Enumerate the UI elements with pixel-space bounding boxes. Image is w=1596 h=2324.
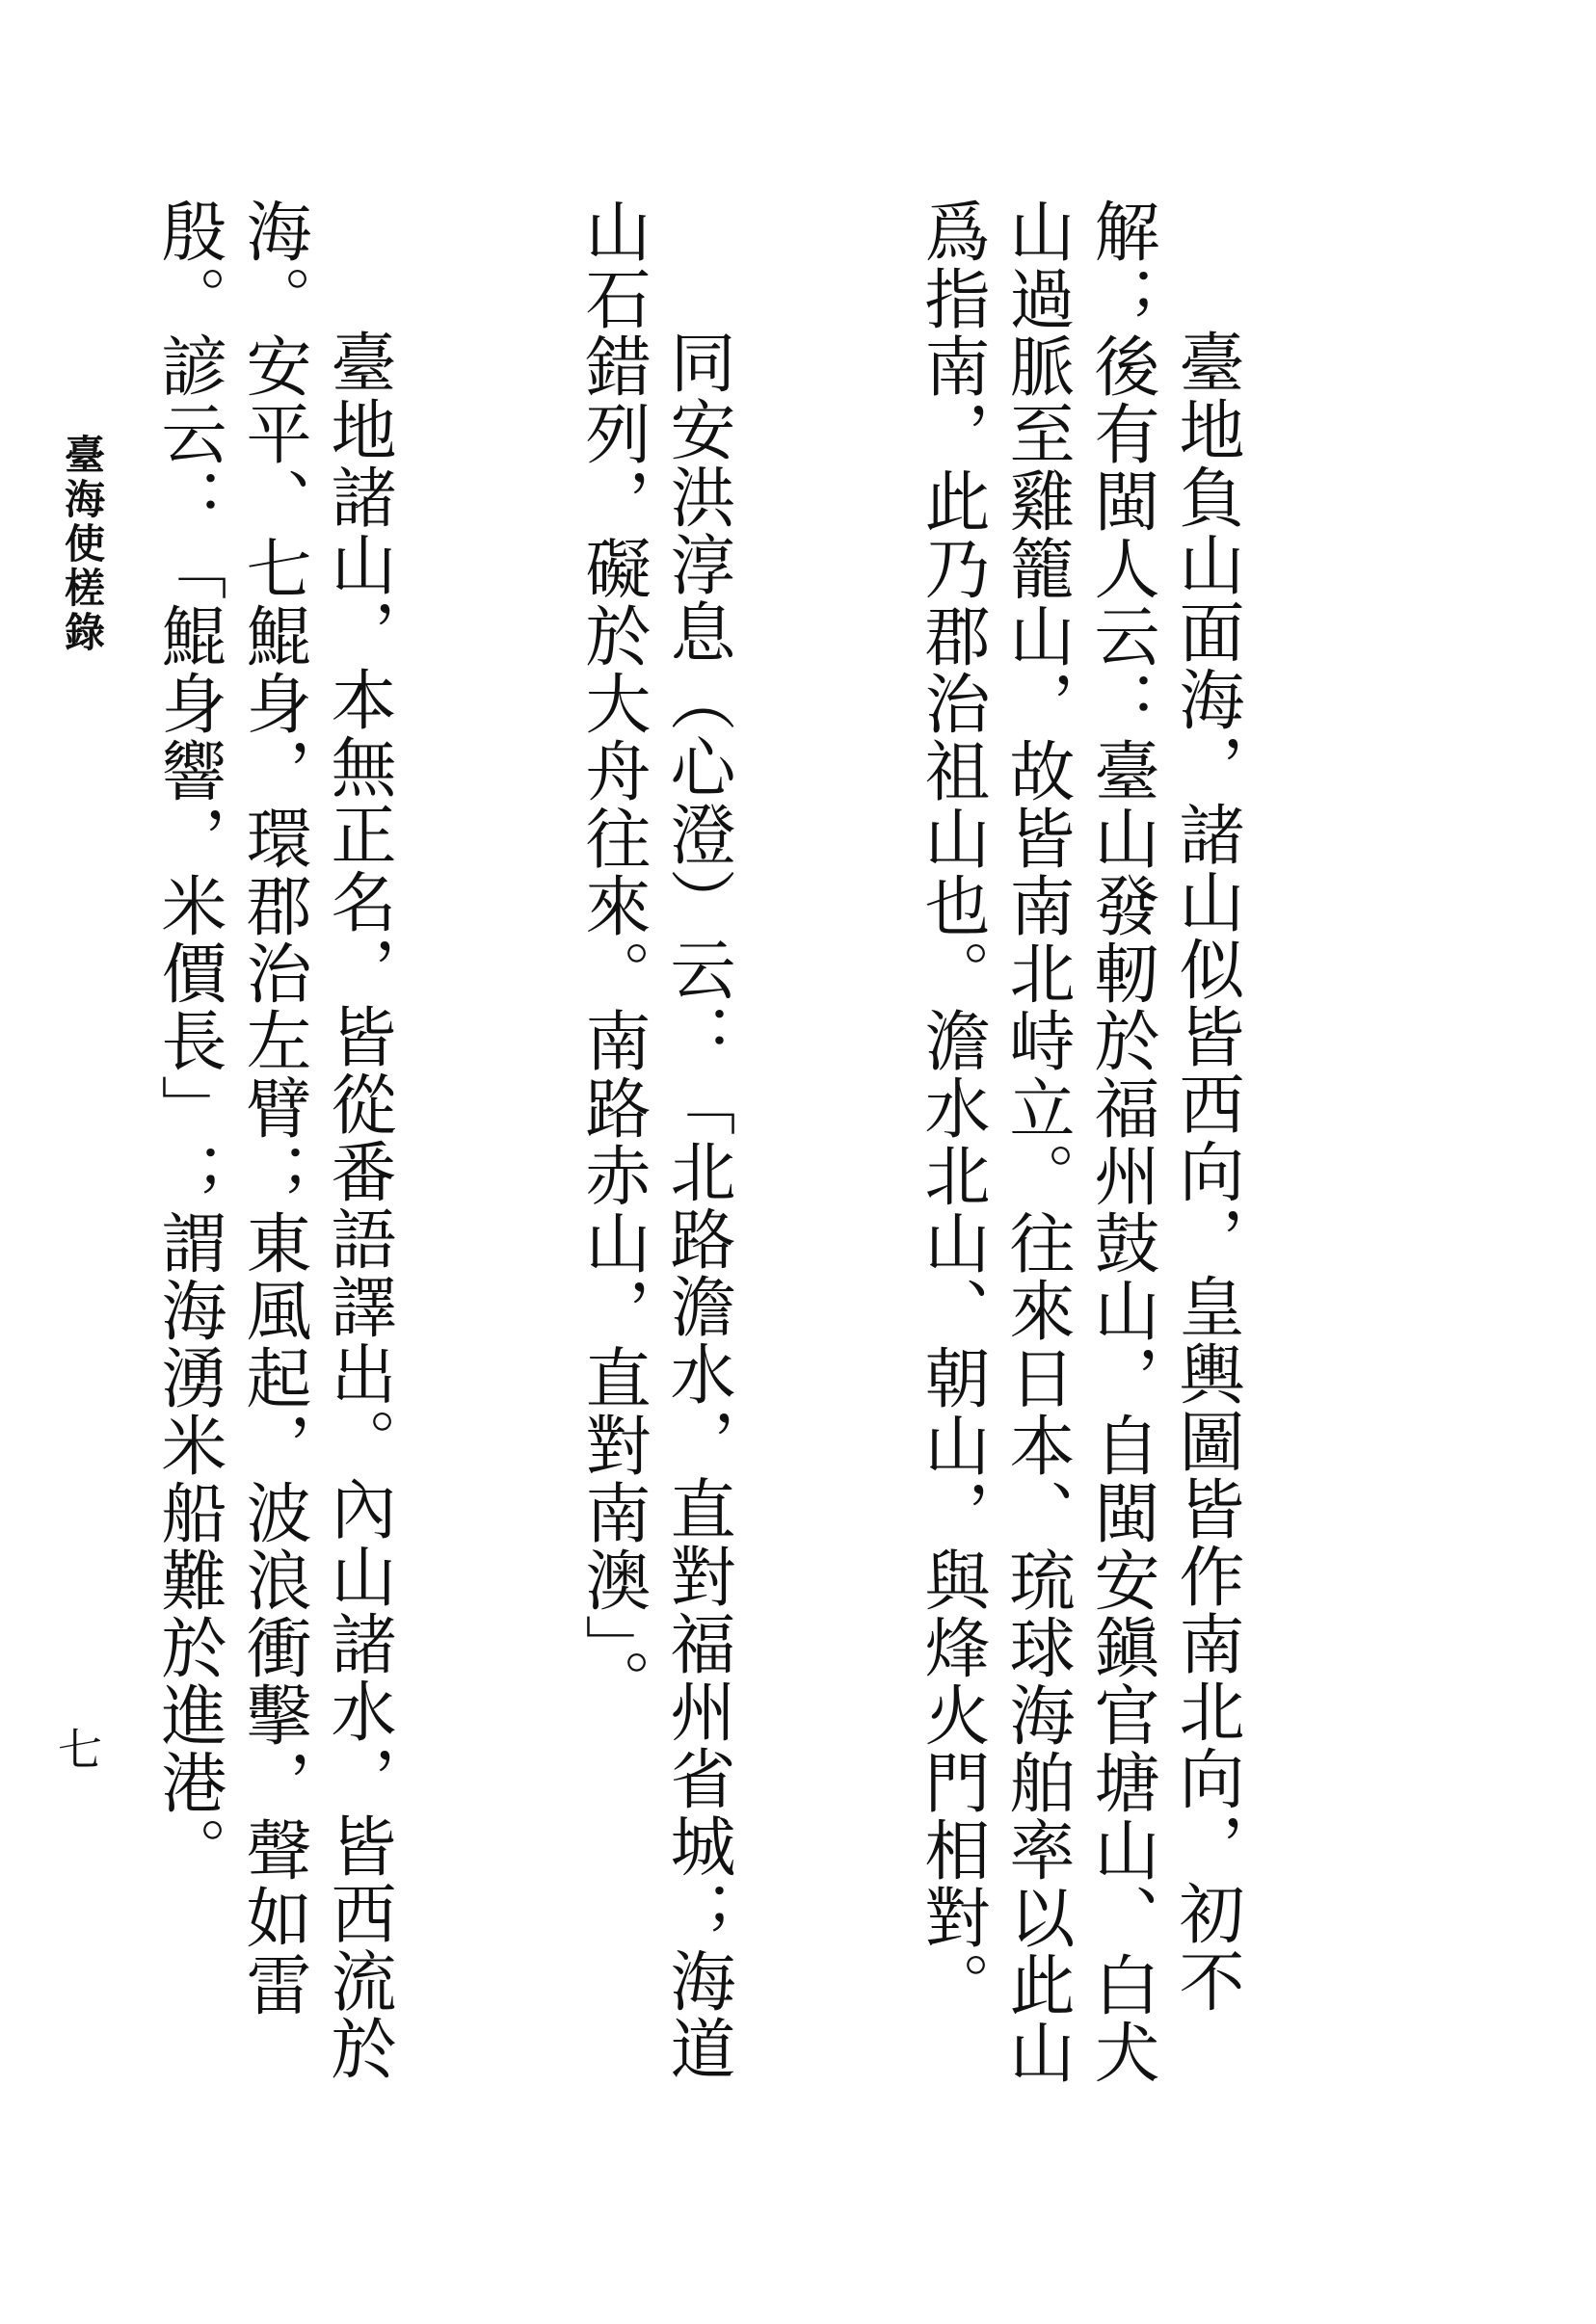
paragraph-1: 臺地負山面海，諸山似皆西向，皇輿圖皆作南北向，初不解；後有閩人云：臺山發軔於福州鼓山，自閩安鎭官塘山、白犬山過脈至雞籠山，故皆南北峙立。往來日本、琉球海舶率以此山爲指南，此乃郡治祖山也。澹水北山、朝山，與烽火門相對。 [914,198,1244,2086]
paragraph-2: 同安洪淳息（心澄）云：「北路澹水，直對福州省城；海道山石錯列，礙於大舟往來。南路赤山，直對南澳」。 [574,198,735,2082]
body-text [0,198,1418,2105]
page-number: 七 [58,1724,102,1776]
paragraph-3: 臺地諸山，本無正名，皆從番語譯出。內山諸水，皆西流於海。安平、七鯤身，環郡治左臂；東風起，波浪衝擊，聲如雷殷。諺云：「鯤身響，米價長」；謂海湧米船難於進港。 [150,198,396,2082]
running-title: 臺海使槎錄 [59,434,106,655]
